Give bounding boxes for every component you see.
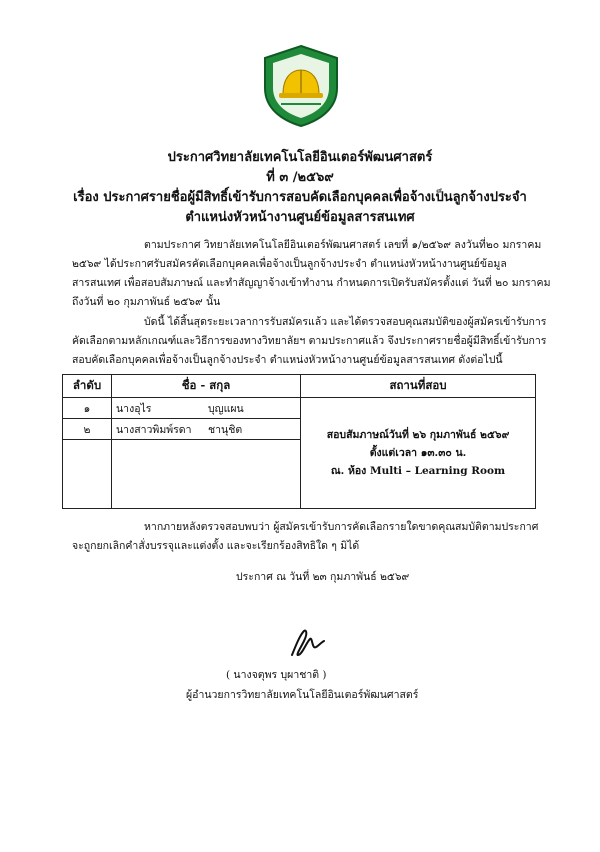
paragraph-1 bbox=[72, 236, 552, 312]
subject-line-2: ตำแหน่งหัวหน้างานศูนย์ข้อมูลสารสนเทศ bbox=[185, 210, 415, 225]
p2-line-1: บัดนี้ ได้สิ้นสุดระยะเวลาการรับสมัครแล้ว และได้ตรวจสอบคุณสมบัติของผู้สมัครเข้ารับการ bbox=[144, 316, 547, 328]
table-header-row bbox=[63, 375, 536, 398]
empty-cell bbox=[112, 440, 301, 509]
header-order: ลำดับ bbox=[63, 375, 112, 398]
candidate-name bbox=[112, 419, 301, 440]
last-name: บุญแผน bbox=[208, 402, 244, 415]
exam-place bbox=[301, 398, 536, 509]
p1-line-2: ๒๕๖๙ ได้ประกาศรับสมัครคัดเลือกบุคคลเพื่อจ้างเป็นลูกจ้างประจำ ตำแหน่งหัวหน้างานศูนย์ข้อมูล bbox=[72, 258, 507, 270]
announcement-number: ที่ ๓ /๒๕๖๙ bbox=[266, 170, 334, 185]
subject-line-1: เรื่อง ประกาศรายชื่อผู้มีสิทธิ์เข้ารับการสอบคัดเลือกบุคคลเพื่อจ้างเป็นลูกจ้างประจำ bbox=[73, 190, 527, 205]
exam-date: สอบสัมภาษณ์วันที่ ๒๖ กุมภาพันธ์ ๒๕๖๙ bbox=[326, 429, 510, 441]
exam-time: ตั้งแต่เวลา ๑๓.๓๐ น. bbox=[369, 447, 467, 459]
paragraph-3 bbox=[72, 518, 552, 556]
college-emblem-icon bbox=[259, 44, 343, 128]
first-name: นางอุไร bbox=[116, 402, 152, 415]
first-name: นางสาวพิมพ์รดา bbox=[116, 423, 192, 436]
org-title: ประกาศวิทยาลัยเทคโนโลยีอินเตอร์พัฒนศาสตร์ bbox=[167, 150, 433, 165]
p3-line-1: หากภายหลังตรวจสอบพบว่า ผู้สมัครเข้ารับการคัดเลือกรายใดขาดคุณสมบัติตามประกาศ bbox=[144, 521, 539, 533]
p1-line-4: ถึงวันที่ ๒๐ กุมภาพันธ์ ๒๕๖๙ นั้น bbox=[72, 296, 221, 308]
header-place: สถานที่สอบ bbox=[301, 375, 536, 398]
signer-title: ผู้อำนวยการวิทยาลัยเทคโนโลยีอินเตอร์พัฒนศาสตร์ bbox=[186, 689, 419, 701]
p1-line-3: สารสนเทศ เพื่อสอบสัมภาษณ์ และทำสัญญาจ้างเข้าทำงาน กำหนดการเปิดรับสมัครตั้งแต่ วันที่ ๒๐ มกราคม bbox=[72, 277, 551, 289]
signature-icon bbox=[286, 625, 328, 663]
row-number: ๒ bbox=[63, 419, 112, 440]
p3-line-2: จะถูกยกเลิกคำสั่งบรรจุและแต่งตั้ง และจะเรียกร้องสิทธิใด ๆ มิได้ bbox=[72, 540, 360, 552]
paragraph-2 bbox=[72, 313, 552, 370]
exam-room: ณ. ห้อง Multi – Learning Room bbox=[330, 465, 506, 477]
empty-cell bbox=[63, 440, 112, 509]
announce-date: ประกาศ ณ วันที่ ๒๓ กุมภาพันธ์ ๒๕๖๙ bbox=[236, 571, 410, 583]
p2-line-3: สอบคัดเลือกบุคคลเพื่อจ้างเป็นลูกจ้างประจำ ตำแหน่งหัวหน้างานศูนย์ข้อมูลสารสนเทศ ดังต่อไปนี้ bbox=[72, 354, 503, 366]
candidate-table bbox=[62, 374, 536, 509]
last-name: ชานุชิต bbox=[208, 423, 243, 436]
header-name: ชื่อ - สกุล bbox=[112, 375, 301, 398]
candidate-name bbox=[112, 398, 301, 419]
signer-name: ( นางจตุพร บุผาชาติ ) bbox=[226, 669, 327, 681]
p1-line-1: ตามประกาศ วิทยาลัยเทคโนโลยีอินเตอร์พัฒนศาสตร์ เลขที่ ๑/๒๕๖๙ ลงวันที่๒๐ มกราคม bbox=[144, 239, 542, 251]
table-row bbox=[63, 398, 536, 419]
p2-line-2: คัดเลือกตามหลักเกณฑ์และวิธีการของทางวิทยาลัยฯ ตามประกาศแล้ว จึงประกาศรายชื่อผู้มีสิทธิ์เข้ารับการ bbox=[72, 335, 547, 347]
row-number: ๑ bbox=[63, 398, 112, 419]
